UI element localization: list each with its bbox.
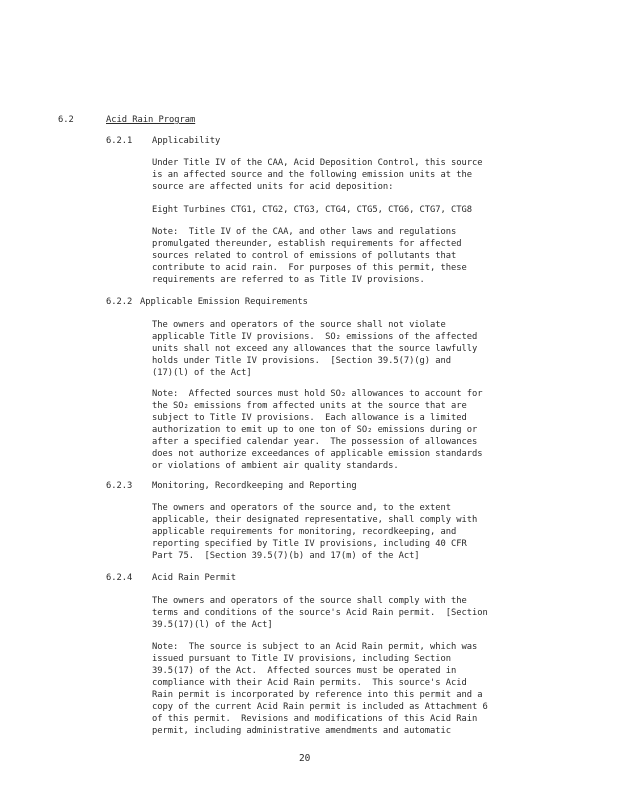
subsection-number: 6.2.4 — [106, 573, 133, 583]
subsection-title: Applicability — [152, 136, 221, 146]
note-line: after a specified calendar year. The possession of allowances — [152, 437, 478, 447]
note-line: issued pursuant to Title IV provisions, including Section — [152, 654, 452, 664]
note-line: compliance with their Acid Rain permits. This source's Acid — [152, 678, 467, 688]
note-line: Note: Title IV of the CAA, and other laws and regulations — [152, 227, 457, 237]
subsection-title: Applicable Emission Requirements — [140, 297, 308, 307]
note-line: contribute to acid rain. For purposes of this permit, these — [152, 263, 467, 273]
paragraph-line: The owners and operators of the source shall comply with the — [152, 596, 467, 606]
note-line: promulgated thereunder, establish requirements for affected — [152, 239, 462, 249]
note-line: does not authorize exceedances of applicable emission standards — [152, 449, 483, 459]
paragraph-line: units shall not exceed any allowances that the source lawfully — [152, 344, 478, 354]
note-line: Note: Affected sources must hold SO₂ allowances to account for — [152, 389, 483, 399]
note-line: Note: The source is subject to an Acid Rain permit, which was — [152, 642, 478, 652]
paragraph-line: applicable requirements for monitoring, recordkeeping, and — [152, 527, 457, 537]
paragraph-line: The owners and operators of the source and, to the extent — [152, 503, 452, 513]
page-number: 20 — [299, 753, 311, 764]
subsection-title: Monitoring, Recordkeeping and Reporting — [152, 481, 357, 491]
paragraph-line: is an affected source and the following emission units at the — [152, 170, 473, 180]
paragraph-line: (17)(l) of the Act] — [152, 368, 252, 378]
affected-units-line: Eight Turbines CTG1, CTG2, CTG3, CTG4, CTG5, CTG6, CTG7, CTG8 — [152, 205, 473, 215]
note-line: 39.5(17) of the Act. Affected sources must be operated in — [152, 666, 457, 676]
note-line: or violations of ambient air quality standards. — [152, 461, 399, 471]
note-line: sources related to control of emissions of pollutants that — [152, 251, 457, 261]
paragraph-line: The owners and operators of the source shall not violate — [152, 320, 446, 330]
paragraph-line: 39.5(17)(l) of the Act] — [152, 620, 273, 630]
subsection-title: Acid Rain Permit — [152, 573, 236, 583]
paragraph-line: applicable Title IV provisions. SO₂ emissions of the affected — [152, 332, 478, 342]
section-title: Acid Rain Program — [106, 115, 196, 125]
paragraph-line: reporting specified by Title IV provisions, including 40 CFR — [152, 539, 467, 549]
note-line: requirements are referred to as Title IV provisions. — [152, 275, 425, 285]
note-line: subject to Title IV provisions. Each allowance is a limited — [152, 413, 467, 423]
note-line: Rain permit is incorporated by reference into this permit and a — [152, 690, 483, 700]
paragraph-line: terms and conditions of the source's Acid Rain permit. [Section — [152, 608, 488, 618]
subsection-number: 6.2.1 — [106, 136, 133, 146]
note-line: permit, including administrative amendments and automatic — [152, 726, 452, 736]
subsection-number: 6.2.2 — [106, 297, 133, 307]
note-line: authorization to emit up to one ton of SO₂ emissions during or — [152, 425, 478, 435]
paragraph-line: source are affected units for acid deposition: — [152, 182, 394, 192]
subsection-number: 6.2.3 — [106, 481, 133, 491]
paragraph-line: applicable, their designated representative, shall comply with — [152, 515, 478, 525]
paragraph-line: Under Title IV of the CAA, Acid Deposition Control, this source — [152, 158, 483, 168]
paragraph-line: holds under Title IV provisions. [Section 39.5(7)(g) and — [152, 356, 452, 366]
note-line: of this permit. Revisions and modifications of this Acid Rain — [152, 714, 478, 724]
section-number: 6.2 — [58, 115, 74, 125]
note-line: copy of the current Acid Rain permit is included as Attachment 6 — [152, 702, 488, 712]
note-line: the SO₂ emissions from affected units at the source that are — [152, 401, 467, 411]
paragraph-line: Part 75. [Section 39.5(7)(b) and 17(m) of the Act] — [152, 551, 420, 561]
